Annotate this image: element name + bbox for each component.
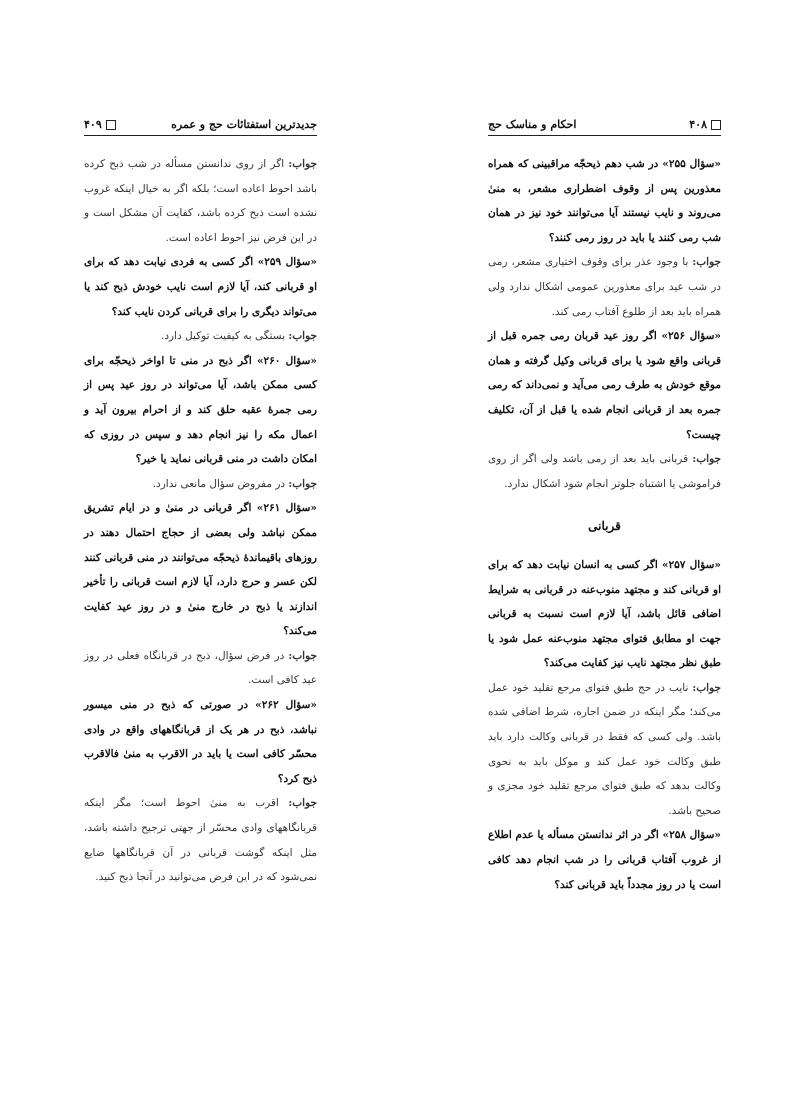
answer-text: با وجود عذر برای وقوف اختیاری مشعر، رمی در شب عید برای معذورین عمومی اشکال ندارد ولی همراه باید بعد از طلوع آفتاب رمی کند. (488, 256, 721, 318)
question-paragraph: «سؤال ۲۵۸» اگر در اثر ندانستن مسأله یا عدم اطلاع از غروب آفتاب قربانی را در شب انجام دهد کافی است یا در روز مجدداً باید قربانی کند؟ (488, 829, 721, 891)
left-page-header (84, 118, 317, 136)
page-number-group (84, 118, 116, 131)
answer-paragraph (488, 250, 721, 324)
left-page-body (84, 152, 317, 890)
answer-paragraph (84, 472, 317, 497)
answer-paragraph (84, 791, 317, 889)
page-number-group (689, 118, 721, 131)
square-bullet-icon (106, 120, 116, 130)
answer-label: جواب: (288, 797, 317, 810)
question-paragraph: «سؤال ۲۵۷» اگر کسی به انسان نیابت دهد که برای او قربانی کند و مجتهد منوب‌عنه در قربانی به شرایط اضافی قائل باشد، آیا لازم است نسبت به قربانی جهت او مطابق فتوای مجتهد منوب‌عنه عمل شود یا طبق نظر مجتهد نایب نیز کفایت می‌کند؟ (488, 558, 721, 670)
answer-text: در فرض سؤال، ذبح در قربانگاه فعلی در روز عید کافی است. (84, 649, 317, 687)
answer-label: جواب: (288, 477, 317, 490)
section-heading: قربانی (588, 519, 621, 534)
answer-label: جواب: (288, 330, 317, 343)
answer-label: جواب: (288, 649, 317, 662)
page-number: ۴۰۹ (84, 118, 102, 131)
right-page-body (488, 152, 721, 897)
answer-text: قربانی باید بعد از رمی باشد ولی اگر از روی فراموشی یا اشتباه جلوتر انجام شود اشکال ندارد. (488, 453, 721, 490)
left-page (84, 118, 317, 890)
question-paragraph: «سؤال ۲۵۵» در شب دهم ذیحجّه مراقبینی که همراه معذورین پس از وقوف اضطراری مشعر، به منیٰ می‌روند و نایب نیستند آیا می‌توانند خود نیز در همان شب رمی کنند یا باید در روز رمی کنند؟ (488, 158, 721, 244)
right-page (488, 118, 721, 897)
answer-text: اگر از روی ندانستن مسأله در شب ذبح کرده باشد احوط اعاده است؛ بلکه اگر به خیال اینکه غروب نشده است ذبح کرده باشد، کفایت آن مشکل است و در این فرض نیز احوط اعاده است. (84, 158, 317, 244)
answer-label: جواب: (288, 158, 317, 170)
answer-label: جواب: (692, 681, 721, 694)
question-paragraph: «سؤال ۲۵۶» اگر روز عید قربان رمی جمره قبل از قربانی واقع شود یا برای قربانی وکیل گرفته و همان موقع خودش به طرف رمی می‌آید و نمی‌داند که رمی جمره بعد از قربانی انجام شده یا قبل از آن، تکلیف چیست؟ (488, 330, 721, 441)
answer-paragraph (84, 644, 317, 693)
answer-paragraph (488, 676, 721, 824)
page-number: ۴۰۸ (689, 118, 707, 131)
answer-text: در مفروض سؤال مانعی ندارد. (152, 477, 286, 490)
running-title: احکام و مناسک حج (488, 118, 577, 131)
answer-paragraph (84, 152, 317, 250)
running-title: جدیدترین استفتائات حج و عمره (171, 118, 317, 131)
right-page-header (488, 118, 721, 136)
square-bullet-icon (711, 120, 721, 130)
question-paragraph: «سؤال ۲۶۰» اگر ذبح در منی تا اواخر ذیحجّه برای کسی ممکن باشد، آیا می‌تواند در روز عید پس از رمی جمرهٔ عقبه حلق کند و از احرام بیرون آید و اعمال مکه را نیز انجام دهد و سپس در روزی که امکان داشت در منی قربانی نماید یا خیر؟ (84, 354, 317, 466)
answer-paragraph (488, 447, 721, 496)
answer-label: جواب: (692, 453, 721, 466)
question-paragraph: «سؤال ۲۶۲» در صورتی که ذبح در منی میسور نباشد، ذبح در هر یک از قربانگاههای واقع در وادی محسّر کافی است یا باید در الاقرب به منیٰ فالاقرب ذبح کرد؟ (84, 699, 317, 785)
question-paragraph: «سؤال ۲۵۹» اگر کسی به فردی نیابت دهد که برای او قربانی کند، آیا لازم است نایب خودش ذبح کند یا می‌تواند دیگری را برای قربانی کردن نایب کند؟ (84, 256, 317, 318)
answer-paragraph (84, 324, 317, 349)
answer-text: نایب در حج طبق فتوای مرجع تقلید خود عمل می‌کند؛ مگر اینکه در ضمن اجاره، شرط اضافی شده باشد. ولی کسی که فقط در قربانی وکالت دارد باید طبق وکالت خود عمل کند و موکل باید به نحوی وکالت بدهد که طبق فتوای مرجع تقلید خود مجزی و صحیح باشد. (488, 681, 721, 817)
answer-label: جواب: (692, 256, 721, 269)
question-paragraph: «سؤال ۲۶۱» اگر قربانی در منیٰ و در ایام تشریق ممکن نباشد ولی بعضی از حجاج احتمال دهند در روزهای باقیماندهٔ ذیحجّه می‌توانند در منی قربانی کنند لکن عسر و حرج دارد، آیا لازم است قربانی را تأخیر اندازند یا ذبح در خارج منیٰ و در روز عید کفایت می‌کند؟ (84, 502, 317, 638)
answer-text: اقرب به منیٰ احوط است؛ مگر اینکه قربانگاههای وادی محسّر از جهتی ترجیح داشته باشد، مثل اینکه گوشت قربانی در آن قربانگاهها ضایع نمی‌شود که در این فرض می‌توانید در آنجا ذبح کنید. (84, 797, 317, 884)
answer-text: بستگی به کیفیت توکیل دارد. (161, 330, 286, 343)
